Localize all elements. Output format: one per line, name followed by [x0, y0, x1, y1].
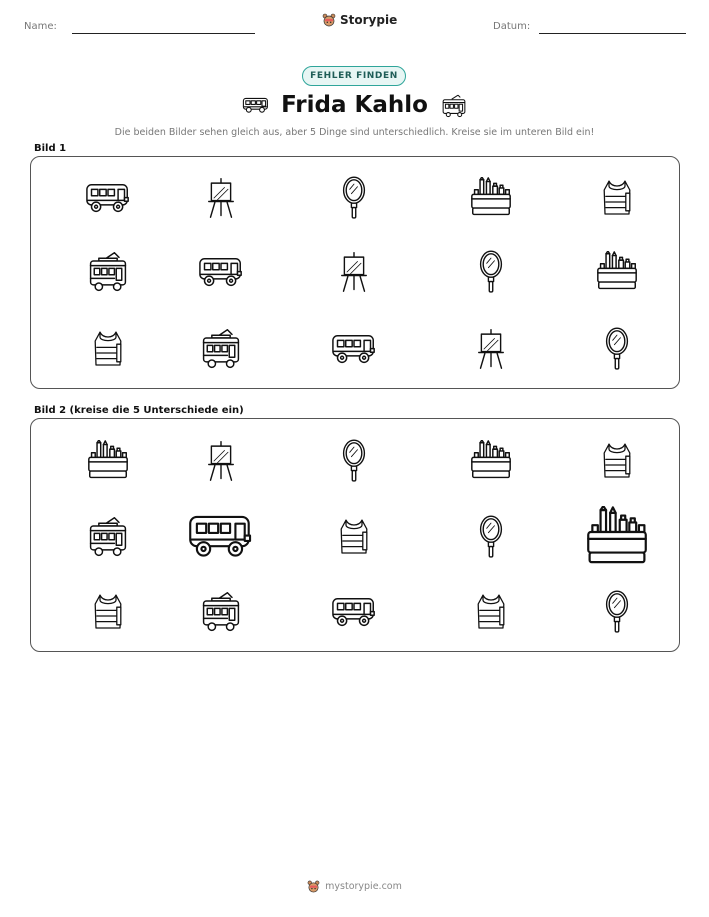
bear-mascot-icon [322, 13, 336, 27]
mirror-icon[interactable] [478, 514, 504, 560]
tram-icon [199, 327, 243, 371]
tank-top-icon[interactable] [475, 592, 507, 632]
brand-logo [322, 13, 397, 27]
bild1-label: Bild 1 [34, 143, 67, 154]
tank-top-icon[interactable] [338, 517, 370, 557]
badge: FEHLER FINDEN [302, 66, 406, 86]
footer-site: mystorypie.com [325, 881, 402, 892]
tank-top-icon [601, 178, 633, 218]
paint-box-icon[interactable] [584, 506, 650, 569]
bild2-label: Bild 2 (kreise die 5 Unterschiede ein) [34, 405, 244, 416]
bild2-panel[interactable] [30, 418, 680, 652]
footer [0, 880, 709, 893]
tram-icon[interactable] [86, 515, 130, 559]
paint-box-icon[interactable] [86, 440, 130, 482]
easel-icon [205, 177, 237, 219]
paint-box-icon [469, 177, 513, 219]
mirror-icon[interactable] [604, 589, 630, 635]
tram-icon [440, 94, 468, 118]
name-label: Name: [24, 21, 57, 32]
tram-icon[interactable] [199, 590, 243, 634]
tank-top-icon[interactable] [601, 441, 633, 481]
paint-box-icon [595, 251, 639, 293]
easel-icon[interactable] [205, 440, 237, 482]
mirror-icon [341, 175, 367, 221]
instructions: Die beiden Bilder sehen gleich aus, aber 5 Dinge sind unterschiedlich. Kreise sie im unteren Bild ein! [114, 127, 595, 138]
date-label: Datum: [493, 21, 531, 32]
mirror-icon [478, 249, 504, 295]
bus-icon [330, 333, 378, 366]
mirror-icon[interactable] [341, 438, 367, 484]
tram-icon [86, 250, 130, 294]
bus-icon[interactable] [186, 513, 256, 561]
easel-icon [475, 328, 507, 370]
tank-top-icon[interactable] [92, 592, 124, 632]
brand-name: Storypie [340, 13, 398, 27]
name-line [72, 33, 255, 34]
mirror-icon [604, 326, 630, 372]
easel-icon [338, 251, 370, 293]
bild1-panel [30, 156, 680, 389]
bus-icon [197, 256, 245, 289]
page-title: Frida Kahlo [281, 92, 428, 118]
bus-icon[interactable] [330, 596, 378, 629]
bus-icon [84, 182, 132, 215]
date-line [539, 33, 686, 34]
bear-mascot-icon [307, 880, 320, 893]
paint-box-icon[interactable] [469, 440, 513, 482]
tank-top-icon [92, 329, 124, 369]
